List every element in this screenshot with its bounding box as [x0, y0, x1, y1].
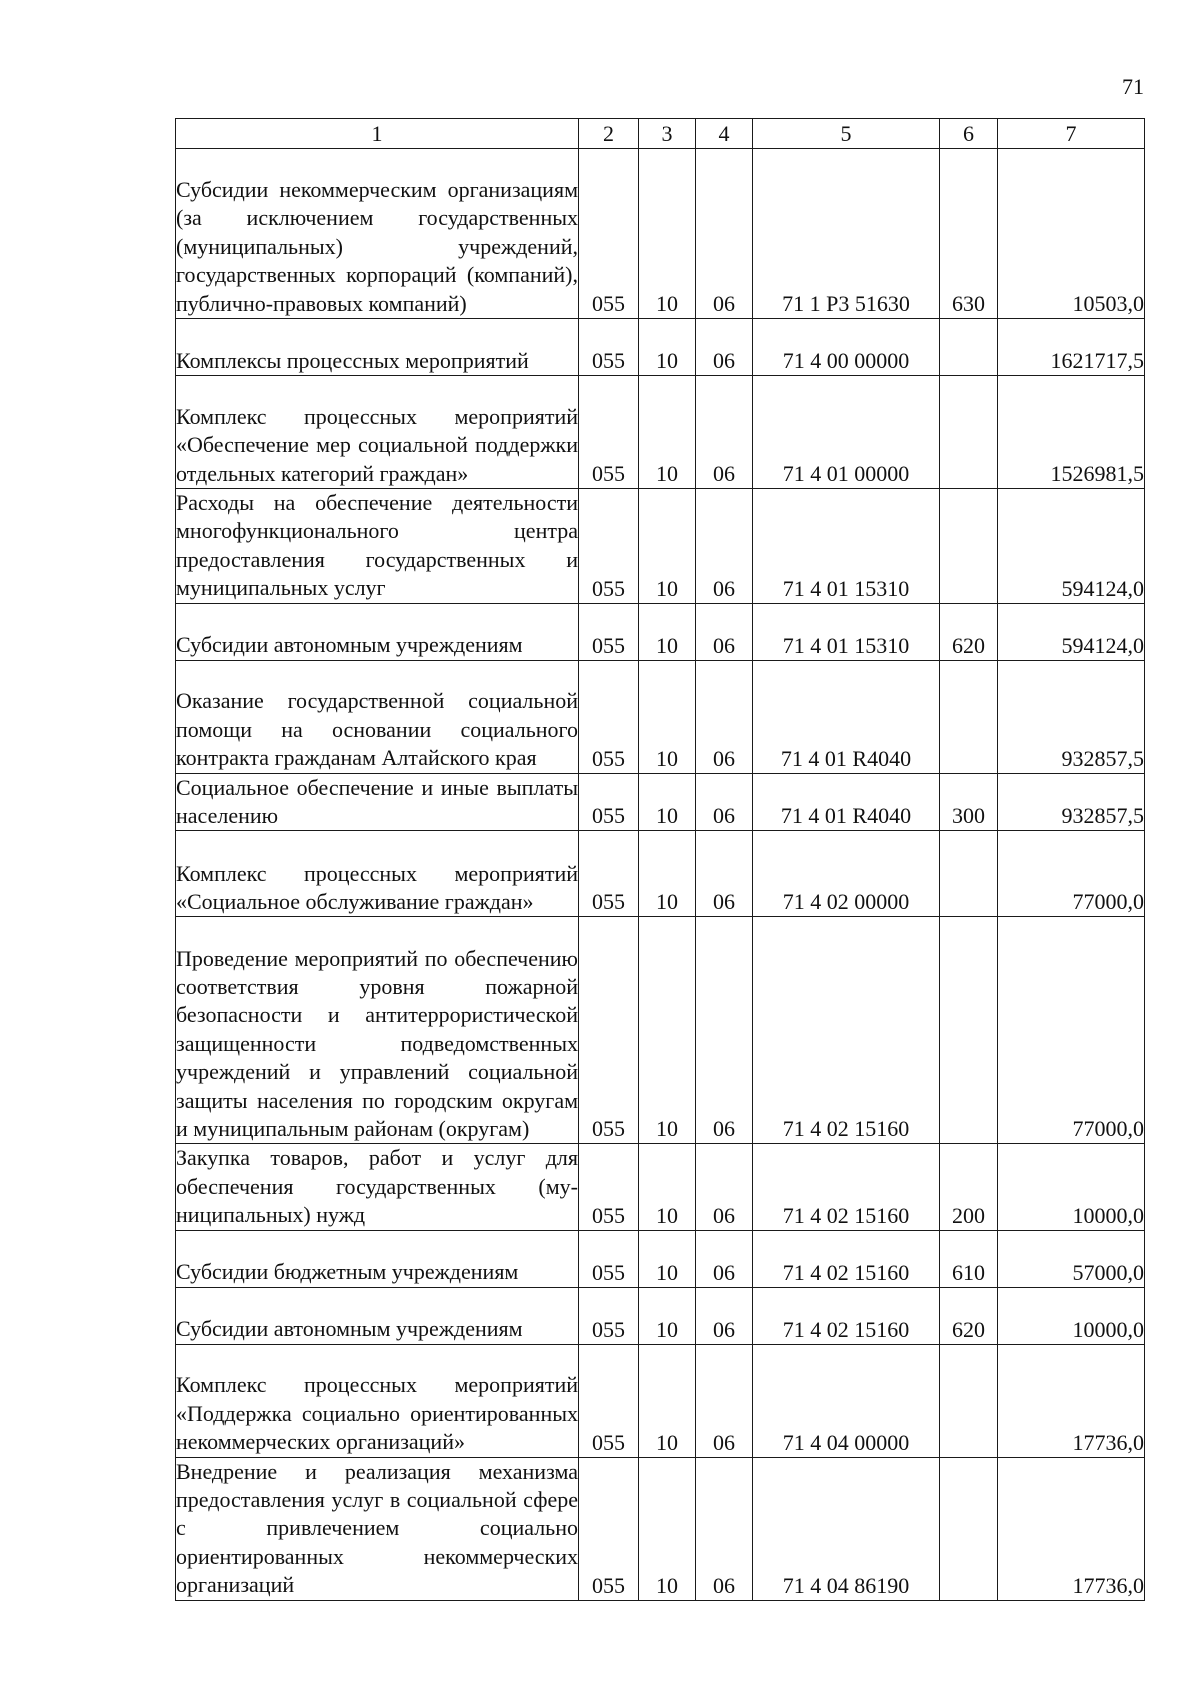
- row-subsection: 06: [696, 1344, 753, 1457]
- row-name: Социальное обеспечение и иные выплаты населению: [176, 773, 579, 831]
- table-row: [176, 660, 1145, 773]
- row-expense-type: [940, 831, 998, 917]
- row-name: Расходы на обеспечение деятельности многофункционального центра предоставления государственных и муниципальных услуг: [176, 489, 579, 604]
- table-row: [176, 149, 1145, 319]
- row-ministry-code: 055: [579, 376, 639, 489]
- row-expense-type: [940, 1344, 998, 1457]
- header-col-1: 1: [176, 119, 579, 149]
- row-expense-type: [940, 1457, 998, 1600]
- row-section: 10: [639, 376, 696, 489]
- table-row: [176, 1287, 1145, 1344]
- row-ministry-code: 055: [579, 1144, 639, 1230]
- row-amount: 1621717,5: [998, 319, 1145, 376]
- table-row: [176, 1230, 1145, 1287]
- header-col-7: 7: [998, 119, 1145, 149]
- row-subsection: 06: [696, 319, 753, 376]
- row-section: 10: [639, 603, 696, 660]
- row-name: Комплекс процессных мероприятий «Социальное обслуживание граждан»: [176, 831, 579, 917]
- header-col-3: 3: [639, 119, 696, 149]
- row-amount: 77000,0: [998, 917, 1145, 1144]
- table-row: [176, 1144, 1145, 1230]
- row-expense-type: [940, 319, 998, 376]
- row-section: 10: [639, 1287, 696, 1344]
- row-name: Внедрение и реализация механизма предоставления услуг в социальной сфере с привлечением социально ориентированных некоммерческих организаций: [176, 1457, 579, 1600]
- row-expense-type: 620: [940, 603, 998, 660]
- row-target-article: 71 4 02 15160: [753, 1287, 940, 1344]
- row-expense-type: [940, 917, 998, 1144]
- row-subsection: 06: [696, 376, 753, 489]
- row-section: 10: [639, 1144, 696, 1230]
- row-subsection: 06: [696, 603, 753, 660]
- row-subsection: 06: [696, 831, 753, 917]
- row-subsection: 06: [696, 917, 753, 1144]
- row-subsection: 06: [696, 489, 753, 604]
- row-ministry-code: 055: [579, 1287, 639, 1344]
- row-expense-type: 300: [940, 773, 998, 831]
- row-name: Закупка товаров, работ и услуг для обеспечения государственных (муниципальных) нужд: [176, 1144, 579, 1230]
- row-name: Субсидии автономным учреждениям: [176, 1287, 579, 1344]
- row-amount: 10000,0: [998, 1144, 1145, 1230]
- row-expense-type: [940, 376, 998, 489]
- table-row: [176, 319, 1145, 376]
- row-name: Оказание государственной социальной помощи на основании социального контракта гражданам Алтайского края: [176, 660, 579, 773]
- table-row: [176, 489, 1145, 604]
- row-section: 10: [639, 917, 696, 1144]
- row-ministry-code: 055: [579, 773, 639, 831]
- row-section: 10: [639, 1457, 696, 1600]
- row-subsection: 06: [696, 1287, 753, 1344]
- row-amount: 57000,0: [998, 1230, 1145, 1287]
- row-target-article: 71 4 01 15310: [753, 489, 940, 604]
- row-section: 10: [639, 319, 696, 376]
- row-target-article: 71 4 02 00000: [753, 831, 940, 917]
- row-subsection: 06: [696, 773, 753, 831]
- row-amount: 932857,5: [998, 773, 1145, 831]
- row-amount: 17736,0: [998, 1457, 1145, 1600]
- row-section: 10: [639, 149, 696, 319]
- table-row: [176, 773, 1145, 831]
- table-row: [176, 1457, 1145, 1600]
- table-row: [176, 603, 1145, 660]
- page-number: 71: [1122, 74, 1144, 99]
- row-target-article: 71 4 04 86190: [753, 1457, 940, 1600]
- row-section: 10: [639, 831, 696, 917]
- row-ministry-code: 055: [579, 1230, 639, 1287]
- row-amount: 10000,0: [998, 1287, 1145, 1344]
- row-ministry-code: 055: [579, 1457, 639, 1600]
- header-row: [176, 119, 1145, 149]
- row-name: Комплекс процессных мероприятий «Поддержка социально ориентированных некоммерческих организаций»: [176, 1344, 579, 1457]
- row-ministry-code: 055: [579, 1344, 639, 1457]
- row-ministry-code: 055: [579, 660, 639, 773]
- row-target-article: 71 4 00 00000: [753, 319, 940, 376]
- row-amount: 594124,0: [998, 603, 1145, 660]
- header-col-6: 6: [940, 119, 998, 149]
- row-expense-type: [940, 489, 998, 604]
- row-name: Комплекс процессных мероприятий «Обеспечение мер социальной поддержки отдельных категорий граждан»: [176, 376, 579, 489]
- header-col-4: 4: [696, 119, 753, 149]
- row-subsection: 06: [696, 1230, 753, 1287]
- row-ministry-code: 055: [579, 489, 639, 604]
- table-row: [176, 1344, 1145, 1457]
- row-ministry-code: 055: [579, 831, 639, 917]
- row-subsection: 06: [696, 1144, 753, 1230]
- row-subsection: 06: [696, 660, 753, 773]
- row-target-article: 71 4 02 15160: [753, 917, 940, 1144]
- table-row: [176, 376, 1145, 489]
- row-expense-type: 610: [940, 1230, 998, 1287]
- table-body: [176, 149, 1145, 1601]
- row-expense-type: 620: [940, 1287, 998, 1344]
- header-col-5: 5: [753, 119, 940, 149]
- row-amount: 10503,0: [998, 149, 1145, 319]
- row-ministry-code: 055: [579, 917, 639, 1144]
- row-expense-type: 630: [940, 149, 998, 319]
- table-row: [176, 917, 1145, 1144]
- row-ministry-code: 055: [579, 603, 639, 660]
- row-section: 10: [639, 660, 696, 773]
- row-expense-type: 200: [940, 1144, 998, 1230]
- row-section: 10: [639, 489, 696, 604]
- row-ministry-code: 055: [579, 149, 639, 319]
- row-section: 10: [639, 1344, 696, 1457]
- row-section: 10: [639, 773, 696, 831]
- row-target-article: 71 4 01 R4040: [753, 773, 940, 831]
- row-target-article: 71 4 01 00000: [753, 376, 940, 489]
- row-target-article: 71 4 04 00000: [753, 1344, 940, 1457]
- row-section: 10: [639, 1230, 696, 1287]
- row-target-article: 71 4 01 15310: [753, 603, 940, 660]
- row-target-article: 71 4 02 15160: [753, 1144, 940, 1230]
- row-name: Комплексы процессных мероприятий: [176, 319, 579, 376]
- row-name: Субсидии некоммерческим организациям (за исключением государственных (муниципальных) учреждений, государственных корпораций (компаний), публично-правовых компаний): [176, 149, 579, 319]
- row-expense-type: [940, 660, 998, 773]
- row-name: Субсидии бюджетным учреждениям: [176, 1230, 579, 1287]
- row-subsection: 06: [696, 1457, 753, 1600]
- row-amount: 1526981,5: [998, 376, 1145, 489]
- row-name: Субсидии автономным учреждениям: [176, 603, 579, 660]
- budget-table: [175, 118, 1145, 1601]
- header-col-2: 2: [579, 119, 639, 149]
- row-amount: 77000,0: [998, 831, 1145, 917]
- table-header: [176, 119, 1145, 149]
- row-name: Проведение мероприятий по обеспечению соответствия уровня пожарной безопасности и антитеррористической защищенности подведомственных учреждений и управлений социальной защиты населения по городским округам и муниципальным районам (округам): [176, 917, 579, 1144]
- row-amount: 594124,0: [998, 489, 1145, 604]
- row-subsection: 06: [696, 149, 753, 319]
- row-ministry-code: 055: [579, 319, 639, 376]
- table-row: [176, 831, 1145, 917]
- row-target-article: 71 4 01 R4040: [753, 660, 940, 773]
- row-amount: 932857,5: [998, 660, 1145, 773]
- row-target-article: 71 1 Р3 51630: [753, 149, 940, 319]
- row-amount: 17736,0: [998, 1344, 1145, 1457]
- row-target-article: 71 4 02 15160: [753, 1230, 940, 1287]
